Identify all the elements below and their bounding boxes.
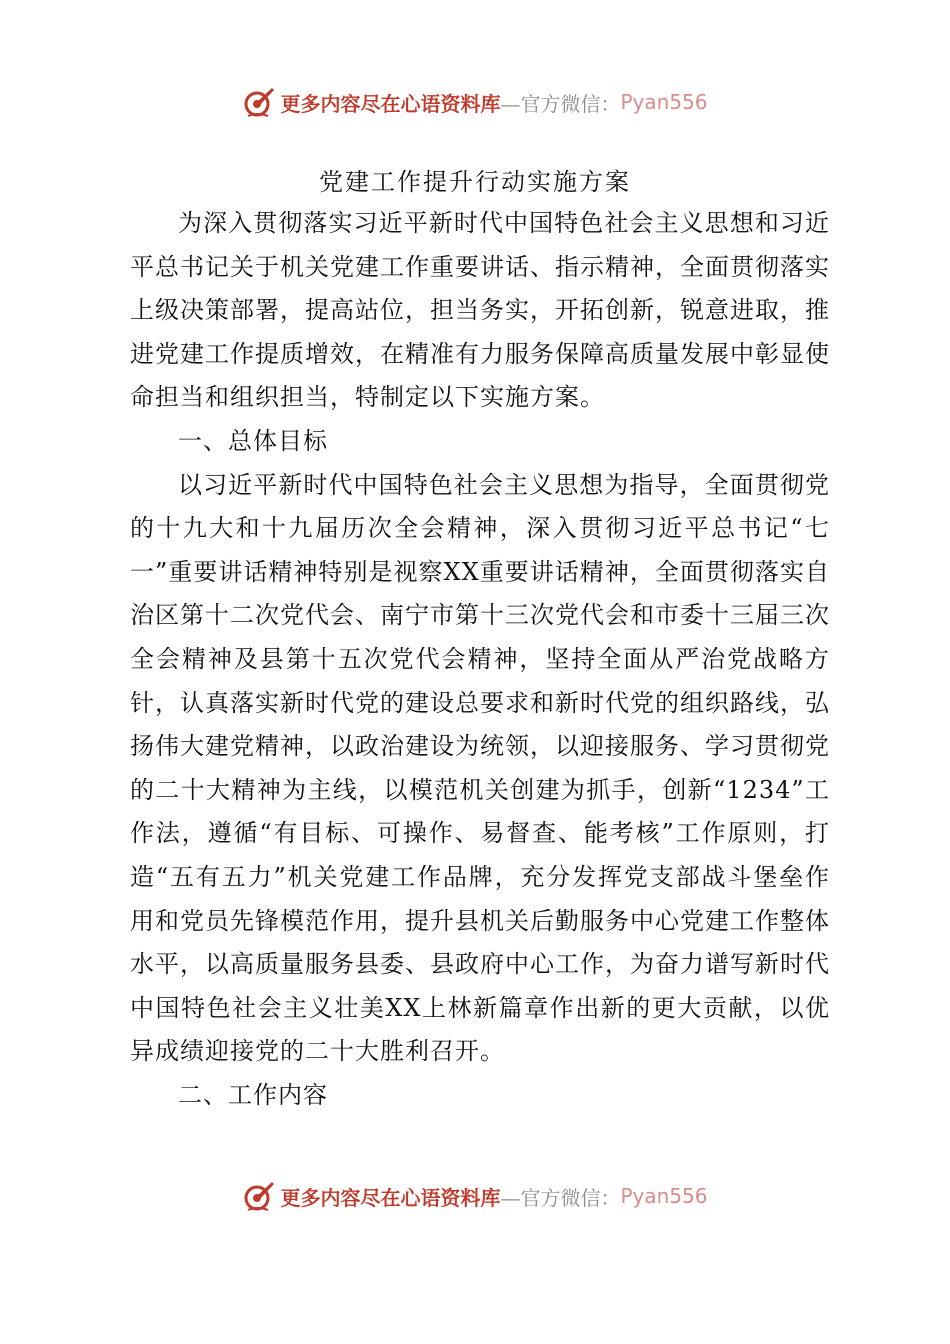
banner-text-main: 更多内容尽在心语资料库 [280,91,501,116]
quill-pen-logo-icon [242,1179,276,1213]
banner-text-id: Pyan556 [620,1184,708,1208]
section-heading-work-content: 二、工作内容 [178,1080,328,1109]
quill-pen-logo-icon [242,85,276,119]
banner-text-id: Pyan556 [620,90,708,114]
banner-text-main: 更多内容尽在心语资料库 [280,1185,501,1210]
footer-watermark-banner [0,1178,950,1214]
header-watermark-banner [0,84,950,120]
section-paragraph-overall-goal: 以习近平新时代中国特色社会主义思想为指导，全面贯彻党的十九大和十九届历次全会精神，深入贯彻习近平总书记“七一”重要讲话精神特别是视察XX重要讲话精神，全面贯彻落实自治区第十二次党代会、南宁市第十三次党代会和市委十三届三次全会精神及县第十五次党代会精神，坚持全面从严治党战略方针，认真落实新时代党的建设总要求和新时代党的组织路线，弘扬伟大建党精神，以政治建设为统领，以迎接服务、学习贯彻党的二十大精神为主线，以模范机关创建为抓手，创新“1234”工作法，遵循“有目标、可操作、易督查、能考核”工作原则，打造“五有五力”机关党建工作品牌，充分发挥党支部战斗堡垒作用和党员先锋模范作用，提升县机关后勤服务中心党建工作整体水平，以高质量服务县委、县政府中心工作，为奋力谱写新时代中国特色社会主义壮美XX上林新篇章作出新的更大贡献，以优异成绩迎接党的二十大胜利召开。 [130,470,830,1066]
banner-text-wechat: —官方微信： [500,1185,621,1210]
document-body [130,202,830,1117]
section-heading-overall-goal: 一、总体目标 [178,426,328,455]
banner-text-wechat: —官方微信： [500,91,621,116]
document-title: 党建工作提升行动实施方案 [319,168,631,196]
intro-paragraph: 为深入贯彻落实习近平新时代中国特色社会主义思想和习近平总书记关于机关党建工作重要讲话、指示精神，全面贯彻落实上级决策部署，提高站位，担当务实，开拓创新，锐意进取，推进党建工作提质增效，在精准有力服务保障高质量发展中彰显使命担当和组织担当，特制定以下实施方案。 [130,209,830,412]
